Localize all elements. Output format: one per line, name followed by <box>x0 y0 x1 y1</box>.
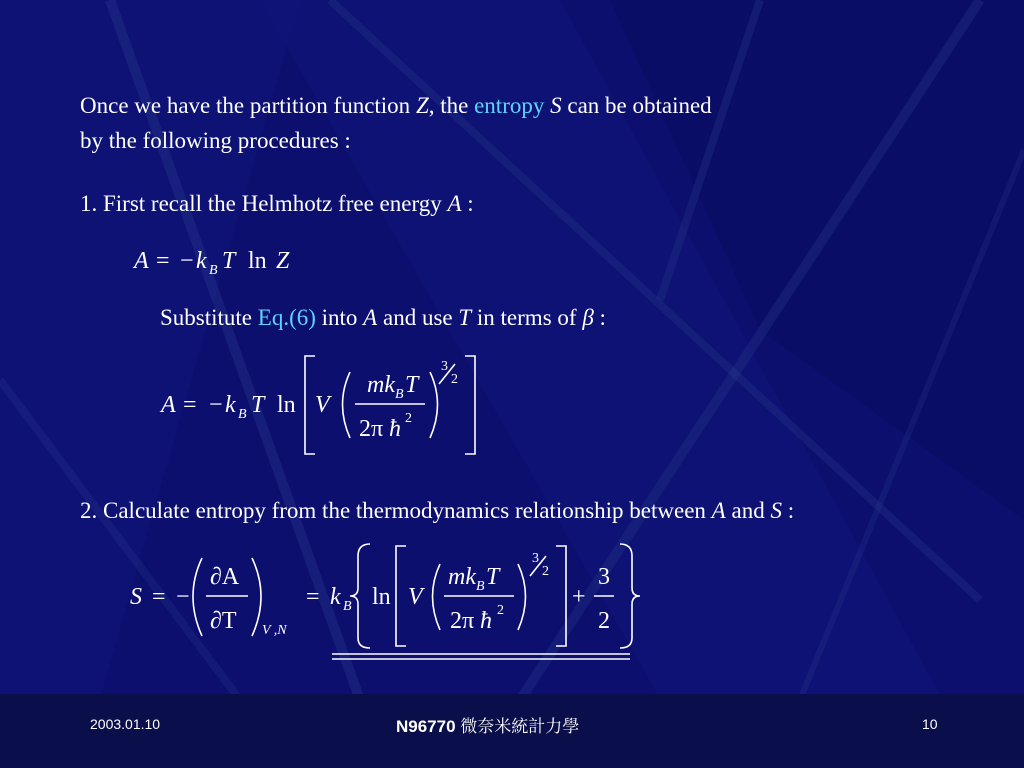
equation-entropy <box>120 540 650 670</box>
substitute-text-a: Substitute <box>160 305 258 330</box>
eq2-minus: − <box>209 392 223 418</box>
step-2-var-a: A <box>711 498 726 523</box>
var-z: Z <box>415 93 429 118</box>
substitute-text-d: in terms of <box>471 305 583 330</box>
eq2-num-t: T <box>405 372 419 398</box>
eq3-subscript: V ,N <box>262 623 287 638</box>
eq3-eq: = <box>152 584 166 610</box>
equation-free-energy <box>128 240 328 280</box>
step-1-colon: : <box>461 191 474 216</box>
substitute-text-b: into <box>315 305 364 330</box>
eq1-b: B <box>209 263 218 278</box>
intro-text-a: Once we have the partition function <box>80 93 416 118</box>
eq2-den-hbar: ħ <box>389 416 401 442</box>
eq3-exp-den: 2 <box>542 564 549 579</box>
eq2-left-paren <box>343 372 351 438</box>
eq3-frac-num: 3 <box>598 564 610 590</box>
eq1-z: Z <box>276 248 290 274</box>
eq3-eq2: = <box>306 584 320 610</box>
substitute-var-a: A <box>363 305 378 330</box>
substitute-var-t: T <box>458 305 472 330</box>
eq2-right-bracket <box>465 356 475 454</box>
eq3-num-b: B <box>476 579 485 594</box>
eq2-a: A <box>161 392 176 418</box>
eq2-eq: = <box>183 392 197 418</box>
eq3-left-brace <box>350 544 370 648</box>
eq3-right-paren-2 <box>518 564 526 630</box>
course-name: 微奈米統計力學 <box>455 717 580 736</box>
intro-text-b: , the <box>428 93 475 118</box>
eq3-ln: ln <box>372 584 391 610</box>
eq2-v: V <box>315 392 330 418</box>
eq1-ln: ln <box>248 248 267 274</box>
eq1-minus: − <box>180 248 194 274</box>
step-2-heading <box>80 493 794 529</box>
intro-line-1 <box>80 88 712 124</box>
eq1-t: T <box>222 248 236 274</box>
footer-course-title <box>396 712 579 737</box>
eq2-ln: ln <box>277 392 296 418</box>
eq3-den-sq: 2 <box>497 603 504 618</box>
eq3-den-hbar: ħ <box>480 608 492 634</box>
eq3-exp-num: 3 <box>532 551 539 566</box>
var-s: S <box>550 93 562 118</box>
eq1-k: k <box>196 248 207 274</box>
eq2-exp-den: 2 <box>451 372 458 387</box>
eq2-b: B <box>238 407 247 422</box>
eq2-exp-num: 3 <box>441 359 448 374</box>
eq6-reference-link[interactable]: Eq.(6) <box>257 305 316 330</box>
beta-symbol: β <box>582 305 594 330</box>
substitute-line <box>160 300 606 336</box>
eq3-partial-a: ∂A <box>210 564 240 590</box>
step-1-text: 1. First recall the Helmhotz free energy <box>80 191 448 216</box>
eq3-left-paren-2 <box>433 564 441 630</box>
entropy-highlight: entropy <box>474 93 545 118</box>
eq3-left-bracket <box>396 546 406 646</box>
course-code: N96770 <box>396 717 456 736</box>
step-1-var-a: A <box>447 191 462 216</box>
eq2-right-paren <box>430 372 438 438</box>
substitute-text-e: : <box>593 305 606 330</box>
eq3-s: S <box>130 584 142 610</box>
step-2-colon: : <box>781 498 795 523</box>
footer-page-number: 10 <box>922 716 938 732</box>
eq3-num-t: T <box>486 564 500 590</box>
eq1-eq: = <box>156 248 170 274</box>
eq3-right-brace <box>620 544 640 648</box>
eq2-t: T <box>251 392 265 418</box>
eq2-num-b: B <box>395 387 404 402</box>
eq3-b: B <box>343 599 352 614</box>
equation-free-energy-expanded <box>155 350 495 460</box>
substitute-text-c: and use <box>377 305 459 330</box>
eq2-den-sq: 2 <box>405 411 412 426</box>
eq3-num-mk: mk <box>448 564 476 590</box>
eq3-frac-den: 2 <box>598 608 610 634</box>
eq1-a: A <box>134 248 149 274</box>
eq3-right-paren-1 <box>252 558 261 636</box>
eq2-num-mk: mk <box>367 372 395 398</box>
footer-date: 2003.01.10 <box>90 716 161 732</box>
eq3-minus: − <box>176 584 190 610</box>
eq2-k: k <box>225 392 236 418</box>
step-2-text: 2. Calculate entropy from the thermodynamics relationship between <box>80 498 712 523</box>
eq3-right-bracket <box>556 546 566 646</box>
eq3-plus: + <box>572 584 586 610</box>
step-2-and: and <box>725 498 771 523</box>
eq3-k: k <box>330 584 341 610</box>
intro-text-c: can be obtained <box>561 93 712 118</box>
eq3-partial-t: ∂T <box>210 608 237 634</box>
step-2-var-s: S <box>770 498 782 523</box>
eq2-den-2pi: 2π <box>359 416 384 442</box>
step-1-heading <box>80 186 474 222</box>
eq3-den-2pi: 2π <box>450 608 475 634</box>
slide-footer <box>0 694 1024 768</box>
eq2-left-bracket <box>305 356 315 454</box>
intro-line-2: by the following procedures : <box>80 128 351 153</box>
eq3-left-paren-1 <box>193 558 202 636</box>
eq3-v: V <box>408 584 423 610</box>
